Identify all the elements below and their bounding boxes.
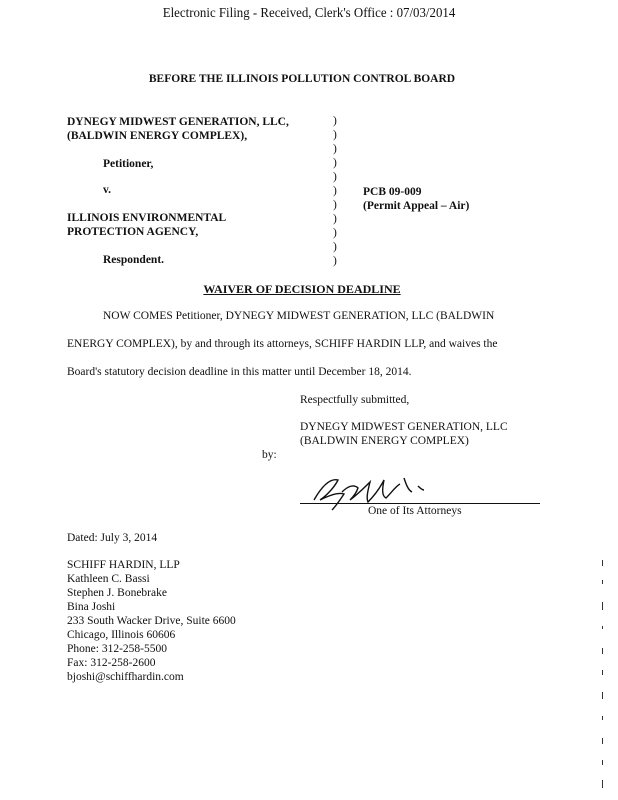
address-line2: Chicago, Illinois 60606 [67,629,176,641]
paren: ) [333,255,337,267]
phone-number: Phone: 312-258-5500 [67,643,167,655]
closing: Respectfully submitted, [300,394,410,406]
paren: ) [333,213,337,225]
paren: ) [333,185,337,197]
paren: ) [333,157,337,169]
body-paragraph-line2: ENERGY COMPLEX), by and through its attorneys, SCHIFF HARDIN LLP, and waives the [67,338,498,350]
case-number: PCB 09-009 [363,186,422,198]
attorney-name: Stephen J. Bonebrake [67,587,167,599]
paren: ) [333,115,337,127]
paren: ) [333,171,337,183]
attorney-name: Kathleen C. Bassi [67,573,150,585]
signatory-line2: (BALDWIN ENERGY COMPLEX) [300,435,469,447]
email-address: bjoshi@schiffhardin.com [67,671,184,683]
signatory-line1: DYNEGY MIDWEST GENERATION, LLC [300,421,508,433]
address-line1: 233 South Wacker Drive, Suite 6600 [67,615,236,627]
firm-name: SCHIFF HARDIN, LLP [67,559,180,571]
petitioner-name: DYNEGY MIDWEST GENERATION, LLC, [67,116,289,128]
paren: ) [333,241,337,253]
body-paragraph-line1: NOW COMES Petitioner, DYNEGY MIDWEST GENERATION, LLC (BALDWIN [103,310,495,322]
petitioner-facility: (BALDWIN ENERGY COMPLEX), [67,130,248,142]
paren: ) [333,227,337,239]
fax-number: Fax: 312-258-2600 [67,657,156,669]
document-title: WAIVER OF DECISION DEADLINE [203,282,401,296]
by-label: by: [262,449,277,461]
versus: v. [103,184,111,196]
paren: ) [333,143,337,155]
respondent-name-line2: PROTECTION AGENCY, [67,226,199,238]
petitioner-role: Petitioner, [103,158,154,170]
respondent-role: Respondent. [103,254,165,266]
filing-stamp: Electronic Filing - Received, Clerk's Office : 07/03/2014 [162,6,456,21]
scan-edge-marks [601,560,605,790]
paren: ) [333,199,337,211]
signature-caption: One of Its Attorneys [368,505,462,517]
caption-parentheses [333,114,337,268]
dated-line: Dated: July 3, 2014 [67,532,158,544]
paren: ) [333,129,337,141]
case-type: (Permit Appeal – Air) [363,200,470,212]
respondent-name-line1: ILLINOIS ENVIRONMENTAL [67,212,227,224]
body-paragraph-line3: Board's statutory decision deadline in this matter until December 18, 2014. [67,366,412,378]
board-heading: BEFORE THE ILLINOIS POLLUTION CONTROL BOARD [148,73,456,85]
attorney-name: Bina Joshi [67,601,116,613]
signature-line [300,503,540,504]
